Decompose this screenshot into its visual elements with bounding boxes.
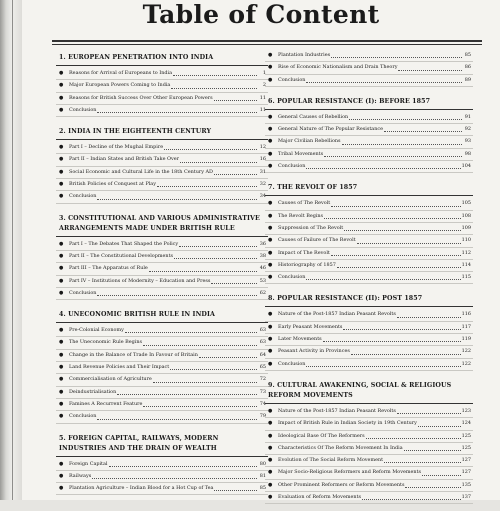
dot-leader bbox=[157, 186, 257, 187]
toc-section bbox=[265, 378, 473, 504]
page-number: 79 bbox=[259, 413, 266, 420]
section-heading: 7. THE REVOLT OF 1857 bbox=[265, 180, 473, 196]
binding-edge bbox=[12, 0, 13, 500]
dot-leader bbox=[337, 267, 461, 268]
entry-title: Pre-Colonial Economy bbox=[69, 327, 124, 334]
entry-title: Early Peasant Movements bbox=[278, 323, 343, 330]
dot-leader bbox=[324, 156, 462, 157]
entry-title: The Uneconomic Rule Begins bbox=[69, 339, 142, 346]
dot-leader bbox=[143, 406, 257, 407]
entry-title: Major Socio-Religious Reformers and Reform Movements bbox=[278, 469, 422, 476]
toc-section bbox=[265, 94, 473, 173]
dot-leader bbox=[422, 475, 461, 476]
dot-leader bbox=[397, 413, 461, 414]
toc-entry[interactable] bbox=[265, 480, 473, 492]
dot-leader bbox=[170, 369, 257, 370]
bullet-icon: ● bbox=[268, 150, 273, 157]
page-number: 91 bbox=[464, 113, 471, 120]
page-number: 73 bbox=[259, 388, 266, 395]
bullet-icon: ● bbox=[59, 156, 64, 163]
toc-entry[interactable] bbox=[265, 467, 473, 479]
bullet-icon: ● bbox=[268, 323, 273, 330]
toc-entry[interactable] bbox=[265, 124, 473, 136]
dot-leader bbox=[97, 112, 257, 113]
page-number: 32 bbox=[259, 181, 266, 188]
page-number: 127 bbox=[461, 469, 471, 476]
dot-leader bbox=[153, 382, 257, 383]
dot-leader bbox=[324, 218, 461, 219]
page-number: 74 bbox=[259, 400, 266, 407]
toc-entry[interactable] bbox=[56, 239, 268, 251]
bullet-icon: ● bbox=[59, 376, 64, 383]
toc-entry[interactable] bbox=[265, 62, 473, 74]
entry-title: Ideological Base Of The Reformers bbox=[278, 432, 365, 439]
section-heading: 2. INDIA IN THE EIGHTEENTH CENTURY bbox=[56, 124, 268, 140]
entry-title: British Policies of Conquest at Play bbox=[69, 181, 156, 188]
toc-entry[interactable] bbox=[56, 105, 268, 117]
page-number: 125 bbox=[461, 432, 471, 439]
page-number: 108 bbox=[461, 212, 471, 219]
entry-title: Suppression of The Revolt bbox=[278, 224, 344, 231]
entry-title: Conclusion bbox=[278, 76, 306, 83]
toc-entry[interactable] bbox=[265, 235, 473, 247]
bullet-icon: ● bbox=[268, 163, 273, 170]
dot-leader bbox=[125, 332, 257, 333]
dot-leader bbox=[344, 230, 460, 231]
toc-entry[interactable] bbox=[56, 142, 268, 154]
section-heading: 9. CULTURAL AWAKENING, SOCIAL & RELIGIOUS REFORM MOVEMENTS bbox=[265, 378, 473, 404]
page-number: 80 bbox=[259, 460, 266, 467]
toc-entry[interactable] bbox=[265, 136, 473, 148]
dot-leader bbox=[323, 341, 461, 342]
entry-title: Plantation Industries bbox=[278, 52, 331, 58]
dot-leader bbox=[180, 162, 257, 163]
dot-leader bbox=[174, 258, 257, 259]
entry-title: Nature of the Post-1857 Indian Peasant Revolts bbox=[278, 407, 396, 414]
page-number: 65 bbox=[259, 364, 266, 371]
bullet-icon: ● bbox=[59, 460, 64, 467]
entry-title: Evolution of The Social Reform Movement bbox=[278, 457, 384, 464]
toc-entry[interactable] bbox=[265, 359, 473, 371]
entry-title: Conclusion bbox=[69, 289, 97, 296]
dot-leader bbox=[306, 168, 460, 169]
entry-title: Social Economic and Cultural Life in the 18th Century AD bbox=[69, 168, 213, 175]
bullet-icon: ● bbox=[59, 413, 64, 420]
page-number: 135 bbox=[461, 481, 471, 488]
section-heading: 8. POPULAR RESISTANCE (II): POST 1857 bbox=[265, 291, 473, 307]
toc-column-left bbox=[56, 50, 268, 502]
toc-entry[interactable] bbox=[56, 350, 268, 362]
toc-entry[interactable] bbox=[56, 288, 268, 300]
toc-section bbox=[265, 180, 473, 284]
toc-entry[interactable] bbox=[265, 223, 473, 235]
toc-column-right bbox=[265, 50, 473, 511]
dot-leader bbox=[357, 243, 461, 244]
dot-leader bbox=[306, 82, 462, 83]
toc-entry[interactable] bbox=[56, 471, 268, 483]
toc-entry[interactable] bbox=[56, 80, 268, 92]
dot-leader bbox=[164, 149, 257, 150]
title-rule-bottom bbox=[52, 44, 482, 45]
dot-leader bbox=[384, 131, 462, 132]
bullet-icon: ● bbox=[59, 70, 64, 76]
toc-entry[interactable] bbox=[265, 492, 473, 504]
page-number: 31 bbox=[259, 168, 266, 175]
dot-leader bbox=[92, 478, 257, 479]
bullet-icon: ● bbox=[268, 274, 273, 281]
bullet-icon: ● bbox=[268, 420, 273, 427]
page-number: 98 bbox=[464, 150, 471, 157]
page-number: 104 bbox=[461, 163, 471, 170]
entry-title: Nature of the Post-1857 Indian Peasant Revolts bbox=[278, 311, 396, 318]
bullet-icon: ● bbox=[268, 237, 273, 244]
dot-leader bbox=[404, 450, 461, 451]
entry-title: Conclusion bbox=[69, 413, 97, 420]
entry-title: Part I – The Debates That Shaped the Policy bbox=[69, 240, 179, 247]
bullet-icon: ● bbox=[59, 144, 64, 151]
toc-entry[interactable] bbox=[265, 149, 473, 161]
bullet-icon: ● bbox=[59, 94, 64, 101]
page-number: 81 bbox=[259, 472, 266, 479]
dot-leader bbox=[418, 426, 461, 427]
toc-entry[interactable] bbox=[265, 431, 473, 443]
bullet-icon: ● bbox=[59, 485, 64, 492]
dot-leader bbox=[343, 329, 460, 330]
dot-leader bbox=[143, 345, 257, 346]
dot-leader bbox=[331, 255, 461, 256]
bullet-icon: ● bbox=[268, 249, 273, 256]
bullet-icon: ● bbox=[268, 457, 273, 464]
dot-leader bbox=[214, 174, 257, 175]
dot-leader bbox=[384, 462, 461, 463]
entry-title: Famines A Recurrent Feature bbox=[69, 400, 143, 407]
entry-title: Later Movements bbox=[278, 336, 322, 343]
toc-entry[interactable] bbox=[56, 387, 268, 399]
bullet-icon: ● bbox=[59, 472, 64, 479]
page-number: 38 bbox=[259, 252, 266, 259]
page-number: 63 bbox=[259, 339, 266, 346]
bullet-icon: ● bbox=[268, 212, 273, 219]
entry-title: Causes of The Revolt bbox=[278, 200, 331, 207]
toc-entry[interactable] bbox=[265, 198, 473, 210]
bullet-icon: ● bbox=[59, 106, 64, 113]
entry-title: Conclusion bbox=[278, 274, 306, 281]
entry-title: Reasons for British Success Over Other European Powers bbox=[69, 94, 213, 101]
bullet-icon: ● bbox=[59, 388, 64, 395]
page-number: 36 bbox=[259, 240, 266, 247]
toc-entry[interactable] bbox=[56, 362, 268, 374]
page-number: 122 bbox=[461, 348, 471, 355]
toc-entry[interactable] bbox=[56, 167, 268, 179]
dot-leader bbox=[306, 366, 460, 367]
bullet-icon: ● bbox=[268, 432, 273, 439]
dot-leader bbox=[397, 317, 461, 318]
page-number: 16 bbox=[259, 156, 266, 163]
section-heading: 4. UNECONOMIC BRITISH RULE IN INDIA bbox=[56, 307, 268, 323]
entry-title: Historiography of 1857 bbox=[278, 261, 336, 268]
page-title: Table of Content bbox=[142, 0, 380, 29]
entry-title: Conclusion bbox=[69, 193, 97, 200]
entry-title: Foreign Capital bbox=[69, 460, 108, 467]
dot-leader bbox=[97, 419, 257, 420]
dot-leader bbox=[351, 354, 461, 355]
dot-leader bbox=[398, 70, 462, 71]
page-number: 62 bbox=[259, 289, 266, 296]
entry-title: Change in the Balance of Trade In Favour of Britain bbox=[69, 351, 198, 358]
page-number: 72 bbox=[259, 376, 266, 383]
bullet-icon: ● bbox=[268, 469, 273, 476]
entry-title: Causes of Failure of The Revolt bbox=[278, 237, 356, 244]
toc-entry[interactable] bbox=[265, 75, 473, 87]
toc-entry[interactable] bbox=[265, 406, 473, 418]
page-number: 64 bbox=[259, 351, 266, 358]
toc-section bbox=[56, 211, 268, 300]
toc-section bbox=[56, 431, 268, 496]
dot-leader bbox=[171, 88, 257, 89]
bullet-icon: ● bbox=[59, 289, 64, 296]
toc-entry[interactable] bbox=[56, 374, 268, 386]
bullet-icon: ● bbox=[59, 339, 64, 346]
toc-entry[interactable] bbox=[265, 50, 473, 62]
dot-leader bbox=[342, 144, 462, 145]
page-number: 12 bbox=[259, 144, 266, 151]
entry-title: General Nature of The Popular Resistance bbox=[278, 126, 383, 133]
page-number: 105 bbox=[461, 200, 471, 207]
dot-leader bbox=[211, 283, 257, 284]
entry-title: Commercialisation of Agriculture bbox=[69, 376, 152, 383]
page-number: 137 bbox=[461, 494, 471, 501]
bullet-icon: ● bbox=[59, 193, 64, 200]
toc-entry[interactable] bbox=[265, 346, 473, 358]
toc-entry[interactable] bbox=[56, 263, 268, 275]
bullet-icon: ● bbox=[59, 252, 64, 259]
page-number: 123 bbox=[461, 407, 471, 414]
page-number: 117 bbox=[461, 323, 471, 330]
dot-leader bbox=[331, 206, 460, 207]
dot-leader bbox=[97, 295, 257, 296]
toc-entry[interactable] bbox=[56, 325, 268, 337]
bullet-icon: ● bbox=[268, 126, 273, 133]
dot-leader bbox=[179, 246, 257, 247]
entry-title: Rise of Economic Nationalism and Drain Theory bbox=[278, 64, 398, 71]
dot-leader bbox=[214, 490, 257, 491]
page-number: 114 bbox=[461, 261, 471, 268]
toc-entry[interactable] bbox=[265, 455, 473, 467]
entry-title: Major European Powers Coming to India bbox=[69, 82, 171, 89]
entry-title: Conclusion bbox=[278, 163, 306, 170]
bullet-icon: ● bbox=[268, 348, 273, 355]
section-heading: 3. CONSTITUTIONAL AND VARIOUS ADMINISTRATIVE ARRANGEMENTS MADE UNDER BRITISH RULE bbox=[56, 211, 268, 237]
toc-entry[interactable] bbox=[265, 334, 473, 346]
toc-section bbox=[265, 291, 473, 370]
page-number: 110 bbox=[461, 237, 471, 244]
toc-entry[interactable] bbox=[265, 418, 473, 430]
entry-title: General Causes of Rebellion bbox=[278, 113, 349, 120]
bullet-icon: ● bbox=[268, 76, 273, 83]
bullet-icon: ● bbox=[59, 82, 64, 89]
bullet-icon: ● bbox=[268, 360, 273, 367]
toc-section bbox=[265, 50, 473, 87]
page-number: 109 bbox=[461, 224, 471, 231]
entry-title: Conclusion bbox=[69, 106, 97, 113]
page-number: 86 bbox=[464, 64, 471, 71]
page-number: 125 bbox=[461, 444, 471, 451]
toc-entry[interactable] bbox=[265, 248, 473, 260]
bullet-icon: ● bbox=[268, 52, 273, 58]
bullet-icon: ● bbox=[268, 444, 273, 451]
bullet-icon: ● bbox=[59, 181, 64, 188]
toc-entry[interactable] bbox=[265, 272, 473, 284]
entry-title: Part IV – Institutions of Modernity – Education and Press bbox=[69, 277, 211, 284]
entry-title: Other Prominent Reformers or Reform Movements bbox=[278, 481, 405, 488]
entry-title: Tribal Movements bbox=[278, 150, 324, 157]
toc-entry[interactable] bbox=[265, 322, 473, 334]
page-number: 11 bbox=[259, 94, 266, 101]
entry-title: Characteristics Of The Reform Movement In India bbox=[278, 444, 403, 451]
bullet-icon: ● bbox=[268, 113, 273, 120]
toc-entry[interactable] bbox=[56, 337, 268, 349]
dot-leader bbox=[405, 487, 460, 488]
entry-title: Part II – The Constitutional Developments bbox=[69, 252, 174, 259]
section-heading: 1. EUROPEAN PENETRATION INTO INDIA bbox=[56, 50, 268, 66]
dot-leader bbox=[109, 466, 258, 467]
entry-title: Evaluation of Reform Movements bbox=[278, 494, 361, 501]
page-number: 85 bbox=[464, 52, 471, 58]
entry-title: Impact of British Rule in Indian Society in 19th Century bbox=[278, 420, 417, 427]
dot-leader bbox=[97, 199, 257, 200]
dot-leader bbox=[173, 75, 257, 76]
entry-title: Part I – Decline of the Mughal Empire bbox=[69, 144, 164, 151]
page-number: 93 bbox=[464, 138, 471, 145]
toc-entry[interactable] bbox=[56, 191, 268, 203]
toc-entry[interactable] bbox=[265, 309, 473, 321]
toc-entry[interactable] bbox=[265, 161, 473, 173]
bullet-icon: ● bbox=[268, 138, 273, 145]
bullet-icon: ● bbox=[59, 327, 64, 334]
page-number: 127 bbox=[461, 457, 471, 464]
entry-title: Conclusion bbox=[278, 360, 306, 367]
page-number: 2 bbox=[262, 82, 266, 89]
page-number: 46 bbox=[259, 265, 266, 272]
bullet-icon: ● bbox=[59, 265, 64, 272]
bullet-icon: ● bbox=[59, 168, 64, 175]
bullet-icon: ● bbox=[59, 240, 64, 247]
page-number: 89 bbox=[464, 76, 471, 83]
entry-title: Major Civilian Rebellions bbox=[278, 138, 341, 145]
toc-entry[interactable] bbox=[56, 459, 268, 471]
toc-entry[interactable] bbox=[265, 443, 473, 455]
bullet-icon: ● bbox=[268, 224, 273, 231]
toc-entry[interactable] bbox=[56, 154, 268, 166]
bullet-icon: ● bbox=[268, 481, 273, 488]
title-area bbox=[22, 0, 500, 34]
entry-title: Part II – Indian States and British Take Over bbox=[69, 156, 180, 163]
toc-entry[interactable] bbox=[56, 411, 268, 423]
entry-title: Land Revenue Policies and Their Impact bbox=[69, 364, 170, 371]
toc-section bbox=[56, 50, 268, 117]
page-number: 119 bbox=[461, 336, 471, 343]
toc-entry[interactable] bbox=[265, 112, 473, 124]
toc-entry[interactable] bbox=[265, 260, 473, 272]
document-page bbox=[22, 0, 500, 500]
entry-title: Plantation Agriculture – Indian Blood for a Hot Cup of Tea bbox=[69, 485, 214, 492]
bullet-icon: ● bbox=[59, 277, 64, 284]
toc-section bbox=[56, 124, 268, 203]
entry-title: Peasant Activity in Provinces bbox=[278, 348, 350, 355]
book-binding bbox=[0, 0, 22, 500]
page-number: 63 bbox=[259, 327, 266, 334]
bullet-icon: ● bbox=[268, 336, 273, 343]
dot-leader bbox=[149, 271, 257, 272]
toc-section bbox=[56, 307, 268, 423]
toc-entry[interactable] bbox=[56, 251, 268, 263]
bullet-icon: ● bbox=[268, 64, 273, 71]
bullet-icon: ● bbox=[268, 407, 273, 414]
page-number: 11 bbox=[259, 106, 266, 113]
toc-entry[interactable] bbox=[265, 211, 473, 223]
page-number: 53 bbox=[259, 277, 266, 284]
dot-leader bbox=[214, 100, 257, 101]
dot-leader bbox=[306, 279, 460, 280]
page-number: 85 bbox=[259, 485, 266, 492]
dot-leader bbox=[349, 119, 462, 120]
bullet-icon: ● bbox=[268, 494, 273, 501]
page-number: 112 bbox=[461, 249, 471, 256]
toc-entry[interactable] bbox=[56, 68, 268, 80]
page-number: 34 bbox=[259, 193, 266, 200]
bullet-icon: ● bbox=[268, 200, 273, 207]
page-number: 115 bbox=[461, 274, 471, 281]
page-number: 92 bbox=[464, 126, 471, 133]
bullet-icon: ● bbox=[59, 400, 64, 407]
section-heading: 5. FOREIGN CAPITAL, RAILWAYS, MODERN INDUSTRIES AND THE DRAIN OF WEALTH bbox=[56, 431, 268, 457]
page-number: 122 bbox=[461, 360, 471, 367]
page-number: 116 bbox=[461, 311, 471, 318]
entry-title: The Revolt Begins bbox=[278, 212, 324, 219]
toc-entry[interactable] bbox=[56, 483, 268, 495]
entry-title: Reasons for Arrival of Europeans to India bbox=[69, 70, 172, 76]
page-number: 1 bbox=[262, 70, 266, 76]
toc-entry[interactable] bbox=[56, 276, 268, 288]
toc-entry[interactable] bbox=[56, 93, 268, 105]
dot-leader bbox=[331, 57, 462, 58]
section-heading: 6. POPULAR RESISTANCE (I): BEFORE 1857 bbox=[265, 94, 473, 110]
bullet-icon: ● bbox=[268, 311, 273, 318]
entry-title: Railways bbox=[69, 472, 92, 479]
dot-leader bbox=[366, 438, 461, 439]
bullet-icon: ● bbox=[59, 364, 64, 371]
bullet-icon: ● bbox=[59, 351, 64, 358]
page-number: 124 bbox=[461, 420, 471, 427]
dot-leader bbox=[117, 394, 257, 395]
entry-title: Part III – The Apparatus of Rule bbox=[69, 265, 148, 272]
entry-title: Deindustrialisation bbox=[69, 388, 117, 395]
toc-entry[interactable] bbox=[56, 179, 268, 191]
toc-entry[interactable] bbox=[56, 399, 268, 411]
dot-leader bbox=[199, 357, 257, 358]
bullet-icon: ● bbox=[268, 261, 273, 268]
entry-title: Impact of The Revolt bbox=[278, 249, 330, 256]
title-rule-top bbox=[52, 40, 482, 42]
